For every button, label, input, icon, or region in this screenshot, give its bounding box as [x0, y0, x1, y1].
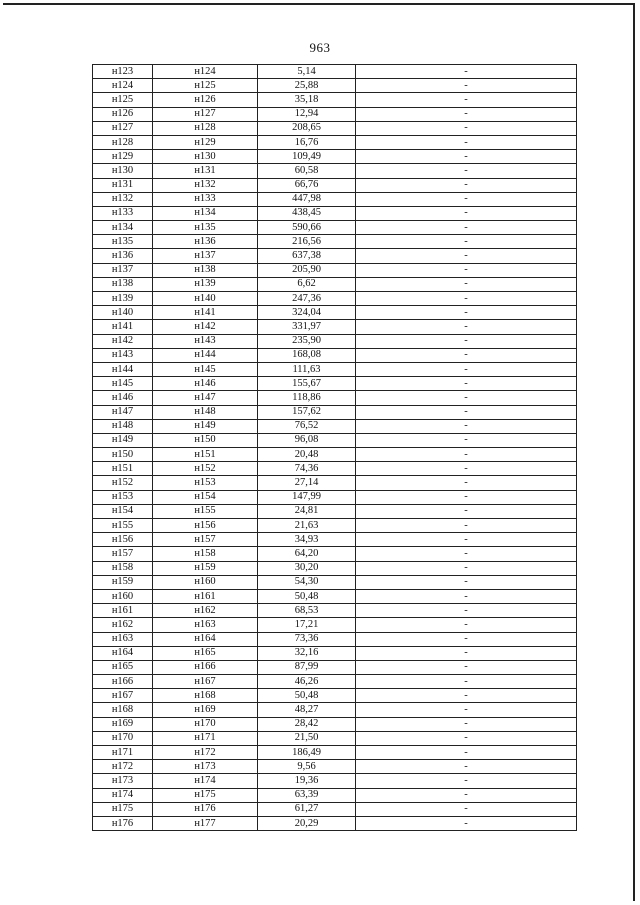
note-cell: - [356, 760, 577, 774]
to-point-cell: н164 [153, 632, 258, 646]
note-cell: - [356, 135, 577, 149]
from-point-cell: н140 [93, 306, 153, 320]
distance-cell: 50,48 [258, 689, 356, 703]
to-point-cell: н166 [153, 660, 258, 674]
distance-cell: 20,48 [258, 448, 356, 462]
coordinates-table [92, 64, 577, 831]
to-point-cell: н154 [153, 490, 258, 504]
table-row [93, 462, 577, 476]
to-point-cell: н156 [153, 519, 258, 533]
note-cell: - [356, 561, 577, 575]
distance-cell: 28,42 [258, 717, 356, 731]
distance-cell: 48,27 [258, 703, 356, 717]
to-point-cell: н159 [153, 561, 258, 575]
distance-cell: 50,48 [258, 589, 356, 603]
note-cell: - [356, 604, 577, 618]
table-body [93, 65, 577, 831]
distance-cell: 235,90 [258, 334, 356, 348]
distance-cell: 324,04 [258, 306, 356, 320]
from-point-cell: н135 [93, 235, 153, 249]
table-row [93, 150, 577, 164]
table-row [93, 206, 577, 220]
from-point-cell: н123 [93, 65, 153, 79]
table-row [93, 476, 577, 490]
from-point-cell: н152 [93, 476, 153, 490]
table-row [93, 263, 577, 277]
from-point-cell: н176 [93, 816, 153, 830]
table-row [93, 618, 577, 632]
to-point-cell: н153 [153, 476, 258, 490]
table-row [93, 121, 577, 135]
from-point-cell: н127 [93, 121, 153, 135]
from-point-cell: н134 [93, 221, 153, 235]
to-point-cell: н142 [153, 320, 258, 334]
distance-cell: 64,20 [258, 547, 356, 561]
note-cell: - [356, 121, 577, 135]
note-cell: - [356, 362, 577, 376]
to-point-cell: н157 [153, 533, 258, 547]
table-row [93, 660, 577, 674]
note-cell: - [356, 476, 577, 490]
from-point-cell: н163 [93, 632, 153, 646]
note-cell: - [356, 802, 577, 816]
from-point-cell: н125 [93, 93, 153, 107]
distance-cell: 9,56 [258, 760, 356, 774]
to-point-cell: н174 [153, 774, 258, 788]
table-row [93, 788, 577, 802]
note-cell: - [356, 249, 577, 263]
to-point-cell: н161 [153, 589, 258, 603]
to-point-cell: н170 [153, 717, 258, 731]
note-cell: - [356, 433, 577, 447]
table-row [93, 760, 577, 774]
table-row [93, 703, 577, 717]
table-row [93, 178, 577, 192]
table-row [93, 490, 577, 504]
from-point-cell: н138 [93, 277, 153, 291]
to-point-cell: н127 [153, 107, 258, 121]
from-point-cell: н136 [93, 249, 153, 263]
to-point-cell: н151 [153, 448, 258, 462]
from-point-cell: н171 [93, 746, 153, 760]
note-cell: - [356, 675, 577, 689]
from-point-cell: н145 [93, 377, 153, 391]
to-point-cell: н163 [153, 618, 258, 632]
from-point-cell: н174 [93, 788, 153, 802]
to-point-cell: н176 [153, 802, 258, 816]
distance-cell: 208,65 [258, 121, 356, 135]
to-point-cell: н139 [153, 277, 258, 291]
distance-cell: 27,14 [258, 476, 356, 490]
table-row [93, 561, 577, 575]
distance-cell: 46,26 [258, 675, 356, 689]
from-point-cell: н144 [93, 362, 153, 376]
to-point-cell: н135 [153, 221, 258, 235]
table-row [93, 192, 577, 206]
from-point-cell: н157 [93, 547, 153, 561]
note-cell: - [356, 618, 577, 632]
from-point-cell: н169 [93, 717, 153, 731]
table-row [93, 362, 577, 376]
distance-cell: 247,36 [258, 292, 356, 306]
distance-cell: 20,29 [258, 816, 356, 830]
to-point-cell: н145 [153, 362, 258, 376]
table-row [93, 774, 577, 788]
table-row [93, 533, 577, 547]
distance-cell: 66,76 [258, 178, 356, 192]
table-row [93, 334, 577, 348]
to-point-cell: н155 [153, 504, 258, 518]
note-cell: - [356, 178, 577, 192]
from-point-cell: н151 [93, 462, 153, 476]
table-row [93, 164, 577, 178]
from-point-cell: н160 [93, 589, 153, 603]
note-cell: - [356, 816, 577, 830]
to-point-cell: н158 [153, 547, 258, 561]
distance-cell: 216,56 [258, 235, 356, 249]
distance-cell: 205,90 [258, 263, 356, 277]
table-row [93, 646, 577, 660]
note-cell: - [356, 348, 577, 362]
note-cell: - [356, 206, 577, 220]
from-point-cell: н154 [93, 504, 153, 518]
from-point-cell: н130 [93, 164, 153, 178]
to-point-cell: н147 [153, 391, 258, 405]
distance-cell: 157,62 [258, 405, 356, 419]
from-point-cell: н143 [93, 348, 153, 362]
distance-cell: 590,66 [258, 221, 356, 235]
from-point-cell: н161 [93, 604, 153, 618]
from-point-cell: н156 [93, 533, 153, 547]
distance-cell: 34,93 [258, 533, 356, 547]
table-row [93, 277, 577, 291]
table-row [93, 675, 577, 689]
distance-cell: 32,16 [258, 646, 356, 660]
distance-cell: 73,36 [258, 632, 356, 646]
table-row [93, 235, 577, 249]
from-point-cell: н137 [93, 263, 153, 277]
to-point-cell: н172 [153, 746, 258, 760]
distance-cell: 35,18 [258, 93, 356, 107]
table-row [93, 746, 577, 760]
from-point-cell: н175 [93, 802, 153, 816]
distance-cell: 637,38 [258, 249, 356, 263]
from-point-cell: н133 [93, 206, 153, 220]
distance-cell: 5,14 [258, 65, 356, 79]
from-point-cell: н146 [93, 391, 153, 405]
table-row [93, 306, 577, 320]
note-cell: - [356, 746, 577, 760]
note-cell: - [356, 660, 577, 674]
table-row [93, 377, 577, 391]
distance-cell: 111,63 [258, 362, 356, 376]
to-point-cell: н160 [153, 575, 258, 589]
from-point-cell: н142 [93, 334, 153, 348]
note-cell: - [356, 221, 577, 235]
from-point-cell: н170 [93, 731, 153, 745]
to-point-cell: н150 [153, 433, 258, 447]
to-point-cell: н165 [153, 646, 258, 660]
distance-cell: 6,62 [258, 277, 356, 291]
note-cell: - [356, 235, 577, 249]
note-cell: - [356, 65, 577, 79]
to-point-cell: н168 [153, 689, 258, 703]
table-row [93, 816, 577, 830]
table-row [93, 93, 577, 107]
distance-cell: 21,50 [258, 731, 356, 745]
table-row [93, 79, 577, 93]
note-cell: - [356, 306, 577, 320]
table-row [93, 107, 577, 121]
to-point-cell: н128 [153, 121, 258, 135]
distance-cell: 118,86 [258, 391, 356, 405]
distance-cell: 155,67 [258, 377, 356, 391]
table-row [93, 504, 577, 518]
distance-cell: 17,21 [258, 618, 356, 632]
from-point-cell: н150 [93, 448, 153, 462]
from-point-cell: н158 [93, 561, 153, 575]
to-point-cell: н148 [153, 405, 258, 419]
note-cell: - [356, 164, 577, 178]
note-cell: - [356, 405, 577, 419]
distance-cell: 87,99 [258, 660, 356, 674]
to-point-cell: н124 [153, 65, 258, 79]
table-row [93, 65, 577, 79]
distance-cell: 74,36 [258, 462, 356, 476]
note-cell: - [356, 334, 577, 348]
to-point-cell: н143 [153, 334, 258, 348]
to-point-cell: н152 [153, 462, 258, 476]
table-row [93, 731, 577, 745]
to-point-cell: н144 [153, 348, 258, 362]
distance-cell: 21,63 [258, 519, 356, 533]
distance-cell: 12,94 [258, 107, 356, 121]
from-point-cell: н166 [93, 675, 153, 689]
note-cell: - [356, 462, 577, 476]
from-point-cell: н164 [93, 646, 153, 660]
distance-cell: 54,30 [258, 575, 356, 589]
table-row [93, 320, 577, 334]
table-row [93, 135, 577, 149]
from-point-cell: н124 [93, 79, 153, 93]
note-cell: - [356, 533, 577, 547]
table-row [93, 547, 577, 561]
table-row [93, 689, 577, 703]
table-row [93, 221, 577, 235]
to-point-cell: н129 [153, 135, 258, 149]
to-point-cell: н126 [153, 93, 258, 107]
distance-cell: 331,97 [258, 320, 356, 334]
note-cell: - [356, 519, 577, 533]
from-point-cell: н132 [93, 192, 153, 206]
from-point-cell: н165 [93, 660, 153, 674]
note-cell: - [356, 788, 577, 802]
from-point-cell: н153 [93, 490, 153, 504]
note-cell: - [356, 79, 577, 93]
note-cell: - [356, 646, 577, 660]
to-point-cell: н125 [153, 79, 258, 93]
distance-cell: 76,52 [258, 419, 356, 433]
note-cell: - [356, 632, 577, 646]
to-point-cell: н171 [153, 731, 258, 745]
to-point-cell: н169 [153, 703, 258, 717]
to-point-cell: н132 [153, 178, 258, 192]
from-point-cell: н139 [93, 292, 153, 306]
from-point-cell: н128 [93, 135, 153, 149]
from-point-cell: н129 [93, 150, 153, 164]
note-cell: - [356, 292, 577, 306]
table-row [93, 348, 577, 362]
from-point-cell: н155 [93, 519, 153, 533]
distance-cell: 24,81 [258, 504, 356, 518]
table-row [93, 292, 577, 306]
distance-cell: 60,58 [258, 164, 356, 178]
distance-cell: 68,53 [258, 604, 356, 618]
to-point-cell: н138 [153, 263, 258, 277]
distance-cell: 147,99 [258, 490, 356, 504]
table-row [93, 433, 577, 447]
distance-cell: 19,36 [258, 774, 356, 788]
from-point-cell: н173 [93, 774, 153, 788]
note-cell: - [356, 774, 577, 788]
from-point-cell: н172 [93, 760, 153, 774]
table-row [93, 632, 577, 646]
table-row [93, 717, 577, 731]
distance-cell: 16,76 [258, 135, 356, 149]
to-point-cell: н131 [153, 164, 258, 178]
distance-cell: 63,39 [258, 788, 356, 802]
from-point-cell: н159 [93, 575, 153, 589]
note-cell: - [356, 717, 577, 731]
table-row [93, 448, 577, 462]
table-row [93, 405, 577, 419]
note-cell: - [356, 263, 577, 277]
table-row [93, 589, 577, 603]
from-point-cell: н147 [93, 405, 153, 419]
to-point-cell: н140 [153, 292, 258, 306]
note-cell: - [356, 93, 577, 107]
to-point-cell: н130 [153, 150, 258, 164]
from-point-cell: н162 [93, 618, 153, 632]
note-cell: - [356, 504, 577, 518]
to-point-cell: н141 [153, 306, 258, 320]
page-number: 963 [309, 40, 331, 55]
note-cell: - [356, 192, 577, 206]
from-point-cell: н149 [93, 433, 153, 447]
from-point-cell: н167 [93, 689, 153, 703]
note-cell: - [356, 448, 577, 462]
to-point-cell: н162 [153, 604, 258, 618]
note-cell: - [356, 391, 577, 405]
distance-cell: 96,08 [258, 433, 356, 447]
note-cell: - [356, 575, 577, 589]
note-cell: - [356, 689, 577, 703]
note-cell: - [356, 320, 577, 334]
to-point-cell: н173 [153, 760, 258, 774]
note-cell: - [356, 150, 577, 164]
table-row [93, 419, 577, 433]
to-point-cell: н133 [153, 192, 258, 206]
distance-cell: 25,88 [258, 79, 356, 93]
from-point-cell: н131 [93, 178, 153, 192]
distance-cell: 61,27 [258, 802, 356, 816]
note-cell: - [356, 490, 577, 504]
distance-cell: 447,98 [258, 192, 356, 206]
from-point-cell: н148 [93, 419, 153, 433]
table-row [93, 391, 577, 405]
to-point-cell: н167 [153, 675, 258, 689]
note-cell: - [356, 731, 577, 745]
note-cell: - [356, 107, 577, 121]
to-point-cell: н137 [153, 249, 258, 263]
to-point-cell: н134 [153, 206, 258, 220]
to-point-cell: н175 [153, 788, 258, 802]
note-cell: - [356, 277, 577, 291]
to-point-cell: н177 [153, 816, 258, 830]
note-cell: - [356, 589, 577, 603]
distance-cell: 109,49 [258, 150, 356, 164]
distance-cell: 438,45 [258, 206, 356, 220]
table-row [93, 519, 577, 533]
table-row [93, 802, 577, 816]
distance-cell: 186,49 [258, 746, 356, 760]
note-cell: - [356, 547, 577, 561]
distance-cell: 30,20 [258, 561, 356, 575]
to-point-cell: н136 [153, 235, 258, 249]
note-cell: - [356, 377, 577, 391]
from-point-cell: н141 [93, 320, 153, 334]
table-row [93, 575, 577, 589]
to-point-cell: н149 [153, 419, 258, 433]
from-point-cell: н126 [93, 107, 153, 121]
table-row [93, 249, 577, 263]
note-cell: - [356, 703, 577, 717]
table-row [93, 604, 577, 618]
distance-cell: 168,08 [258, 348, 356, 362]
from-point-cell: н168 [93, 703, 153, 717]
note-cell: - [356, 419, 577, 433]
to-point-cell: н146 [153, 377, 258, 391]
